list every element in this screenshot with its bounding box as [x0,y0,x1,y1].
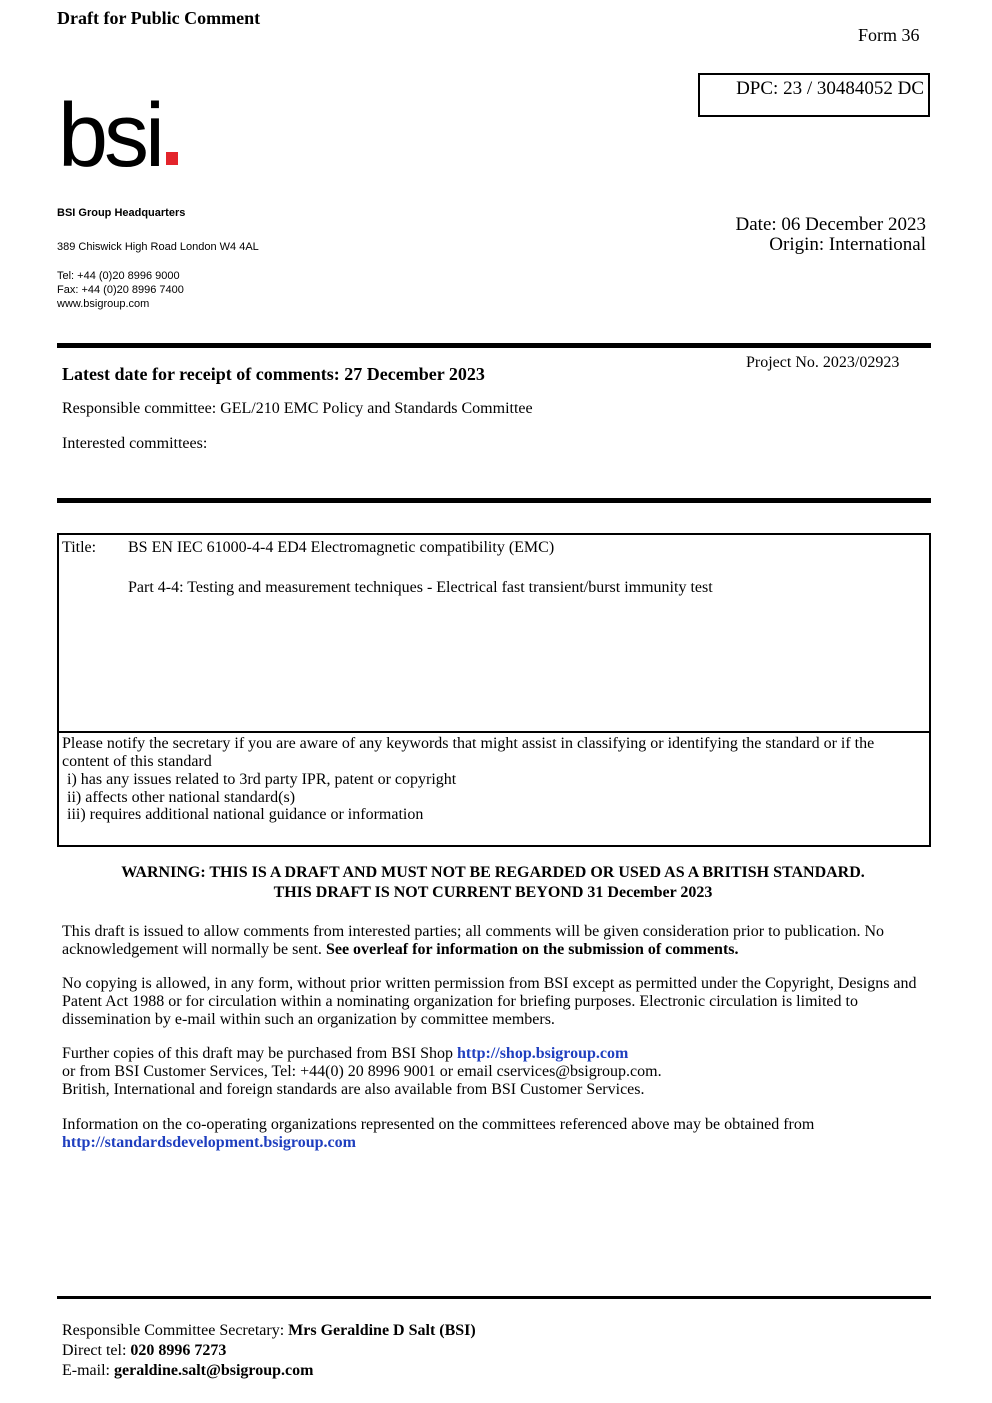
interested-committees: Interested committees: [62,435,208,452]
overleaf-notice: See overleaf for information on the submission of comments. [325,941,739,958]
standards-availability-text: British, International and foreign standards are also available from BSI Customer Services. [62,1081,645,1098]
copyright-paragraph: No copying is allowed, in any form, without prior written permission from BSI except as permitted under the Copyright, Designs and Patent Act 1988 or for circulation within a nominating organization for briefing purposes. Electronic circulation is limited to dissemination by e-mail within such an organization by committee members. [62,975,917,1028]
secretary-email [62,1362,313,1380]
standard-subtitle: Part 4-4: Testing and measurement techniques - Electrical fast transient/burst immunity test [128,579,713,596]
dpc-number: DPC: 23 / 30484052 DC [736,78,924,99]
hq-fax: Fax: +44 (0)20 8996 7400 [57,284,184,296]
hq-title: BSI Group Headquarters [57,207,186,219]
customer-services-text: or from BSI Customer Services, Tel: +44(0) 20 8996 9001 or email cservices@bsigroup.com. [62,1063,662,1080]
hq-tel: Tel: +44 (0)20 8996 9000 [57,270,180,282]
title-label: Title: [62,539,97,556]
draft-label: Draft for Public Comment [57,8,261,28]
secretary-name: Mrs Geraldine D Salt (BSI) [288,1322,476,1339]
warning-line: WARNING: THIS IS A DRAFT AND MUST NOT BE REGARDED OR USED AS A BRITISH STANDARD. [121,864,865,881]
divider-top [57,343,931,348]
direct-telephone [62,1342,226,1360]
hq-web[interactable]: www.bsigroup.com [57,298,150,310]
notify-item: i) has any issues related to 3rd party IPR, patent or copyright [67,771,457,788]
hq-address: 389 Chiswick High Road London W4 4AL [57,241,259,253]
secretary-label: Responsible Committee Secretary: [62,1322,289,1339]
email-value[interactable]: geraldine.salt@bsigroup.com [113,1362,314,1379]
shop-link[interactable]: http://shop.bsigroup.com [457,1045,629,1062]
purchase-paragraph [62,1045,932,1099]
notify-item: iii) requires additional national guidance or information [67,806,424,823]
divider-middle [57,498,931,503]
organizations-paragraph [62,1116,932,1152]
purchase-text: Further copies of this draft may be purchased from BSI Shop [62,1045,458,1062]
warning-line: THIS DRAFT IS NOT CURRENT BEYOND 31 December 2023 [273,884,713,901]
tel-value: 020 8996 7273 [130,1342,227,1359]
notify-item: ii) affects other national standard(s) [67,789,296,806]
bsi-logo [58,92,188,172]
bsi-logo-dot [166,152,178,165]
draft-notice-text: This draft is issued to allow comments from interested parties; all comments will be given consideration prior to publication. No acknowledgement will normally be sent. [62,923,885,958]
draft-notice-paragraph [62,923,932,959]
email-label: E-mail: [62,1362,114,1379]
tel-label: Direct tel: [62,1342,131,1359]
latest-comment-date: Latest date for receipt of comments: 27 December 2023 [62,364,485,384]
dpc-box [698,73,930,117]
form-number: Form 36 [858,25,920,45]
bsi-logo-text: bsi [58,92,162,172]
responsible-committee: Responsible committee: GEL/210 EMC Policy and Standards Committee [62,400,533,417]
divider-bottom [57,1296,931,1299]
standards-development-link[interactable]: http://standardsdevelopment.bsigroup.com [62,1134,356,1151]
origin: Origin: International [769,234,926,255]
title-box-divider [59,731,929,733]
project-number: Project No. 2023/02923 [746,354,900,371]
standard-title: BS EN IEC 61000-4-4 ED4 Electromagnetic compatibility (EMC) [128,539,555,556]
notify-text: Please notify the secretary if you are aware of any keywords that might assist in classifying or identifying the standard or if the content of this standard [62,735,875,770]
title-box [57,533,931,847]
issue-date: Date: 06 December 2023 [735,214,926,235]
organizations-text: Information on the co-operating organizations represented on the committees referenced above may be obtained from [62,1116,815,1133]
committee-secretary [62,1322,476,1340]
